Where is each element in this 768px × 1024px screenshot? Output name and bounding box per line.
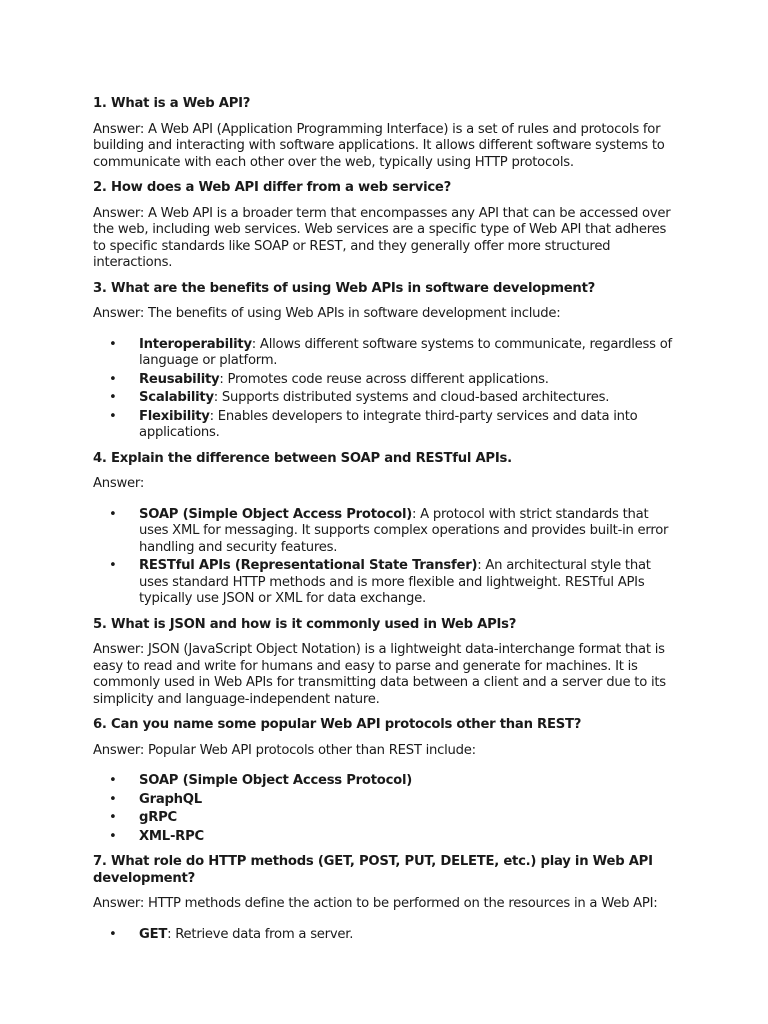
list-item xyxy=(93,773,679,790)
list-item xyxy=(93,792,679,809)
bullet-list xyxy=(93,337,679,442)
bullet-list xyxy=(93,927,679,944)
bullet-term: Scalability xyxy=(139,390,214,405)
question-heading: 4. Explain the difference between SOAP and RESTful APIs. xyxy=(93,450,512,466)
list-item xyxy=(93,829,679,846)
bullet-text: : A protocol with strict standards that uses XML for messaging. It supports complex operations and provides built-in error handling and security features. xyxy=(139,506,669,555)
question-heading: 2. How does a Web API differ from a web service? xyxy=(93,180,452,195)
bullet-term: Flexibility xyxy=(139,408,210,424)
bullet-term: XML-RPC xyxy=(139,828,204,844)
bullet-text: : Supports distributed systems and cloud-based architectures. xyxy=(213,390,610,405)
question-heading: 1. What is a Web API? xyxy=(93,96,251,111)
list-item xyxy=(93,810,679,827)
bullet-term: GraphQL xyxy=(139,791,202,807)
bullet-term: Interoperability xyxy=(139,336,252,352)
bullet-term: SOAP (Simple Object Access Protocol) xyxy=(139,773,413,788)
answer-paragraph: Answer: A Web API is a broader term that encompasses any API that can be accessed over the web, including web services. Web services are a specific type of Web API that adheres to specific standards like SOAP or REST, and they generally offer more structured interactions. xyxy=(93,205,671,270)
document-body xyxy=(93,96,679,952)
bullet-text: : Enables developers to integrate third-party services and data into applications. xyxy=(139,408,638,440)
answer-paragraph: Answer: xyxy=(93,476,145,491)
answer-paragraph: Answer: HTTP methods define the action to be performed on the resources in a Web API: xyxy=(93,896,658,911)
bullet-term: Reusability xyxy=(139,371,220,387)
question-heading: 5. What is JSON and how is it commonly used in Web APIs? xyxy=(93,616,517,632)
list-item xyxy=(93,409,679,442)
answer-paragraph: Answer: Popular Web API protocols other than REST include: xyxy=(93,742,476,758)
list-item xyxy=(93,390,679,407)
bullet-term: gRPC xyxy=(139,810,177,825)
bullet-list xyxy=(93,773,679,845)
answer-paragraph: Answer: The benefits of using Web APIs in software development include: xyxy=(93,306,561,321)
list-item xyxy=(93,927,679,944)
bullet-text: : An architectural style that uses standard HTTP methods and is more flexible and lightweight. RESTful APIs typically use JSON or XML for data exchange. xyxy=(139,558,651,606)
bullet-text: : Retrieve data from a server. xyxy=(167,926,354,942)
bullet-text: : Allows different software systems to communicate, regardless of language or platform. xyxy=(139,336,672,368)
answer-paragraph: Answer: A Web API (Application Programming Interface) is a set of rules and protocols for building and interacting with software applications. It allows different software systems to communicate with each other over the web, typically using HTTP protocols. xyxy=(93,121,665,170)
list-item xyxy=(93,558,679,608)
list-item xyxy=(93,337,679,370)
list-item xyxy=(93,507,679,557)
question-heading: 6. Can you name some popular Web API protocols other than REST? xyxy=(93,717,582,732)
bullet-text: : Promotes code reuse across different applications. xyxy=(219,371,549,387)
answer-paragraph: Answer: JSON (JavaScript Object Notation) is a lightweight data-interchange format that is easy to read and write for humans and easy to parse and generate for machines. It is commonly used in Web APIs for transmitting data between a client and a server due to its simplicity and language-independent nature. xyxy=(93,642,666,707)
question-heading: 7. What role do HTTP methods (GET, POST, PUT, DELETE, etc.) play in Web API development? xyxy=(93,854,653,886)
list-item xyxy=(93,372,679,389)
bullet-term: RESTful APIs (Representational State Transfer) xyxy=(139,558,478,573)
bullet-term: GET xyxy=(139,926,168,942)
bullet-list xyxy=(93,507,679,608)
question-heading: 3. What are the benefits of using Web APIs in software development? xyxy=(93,280,596,296)
bullet-term: SOAP (Simple Object Access Protocol) xyxy=(139,506,413,522)
